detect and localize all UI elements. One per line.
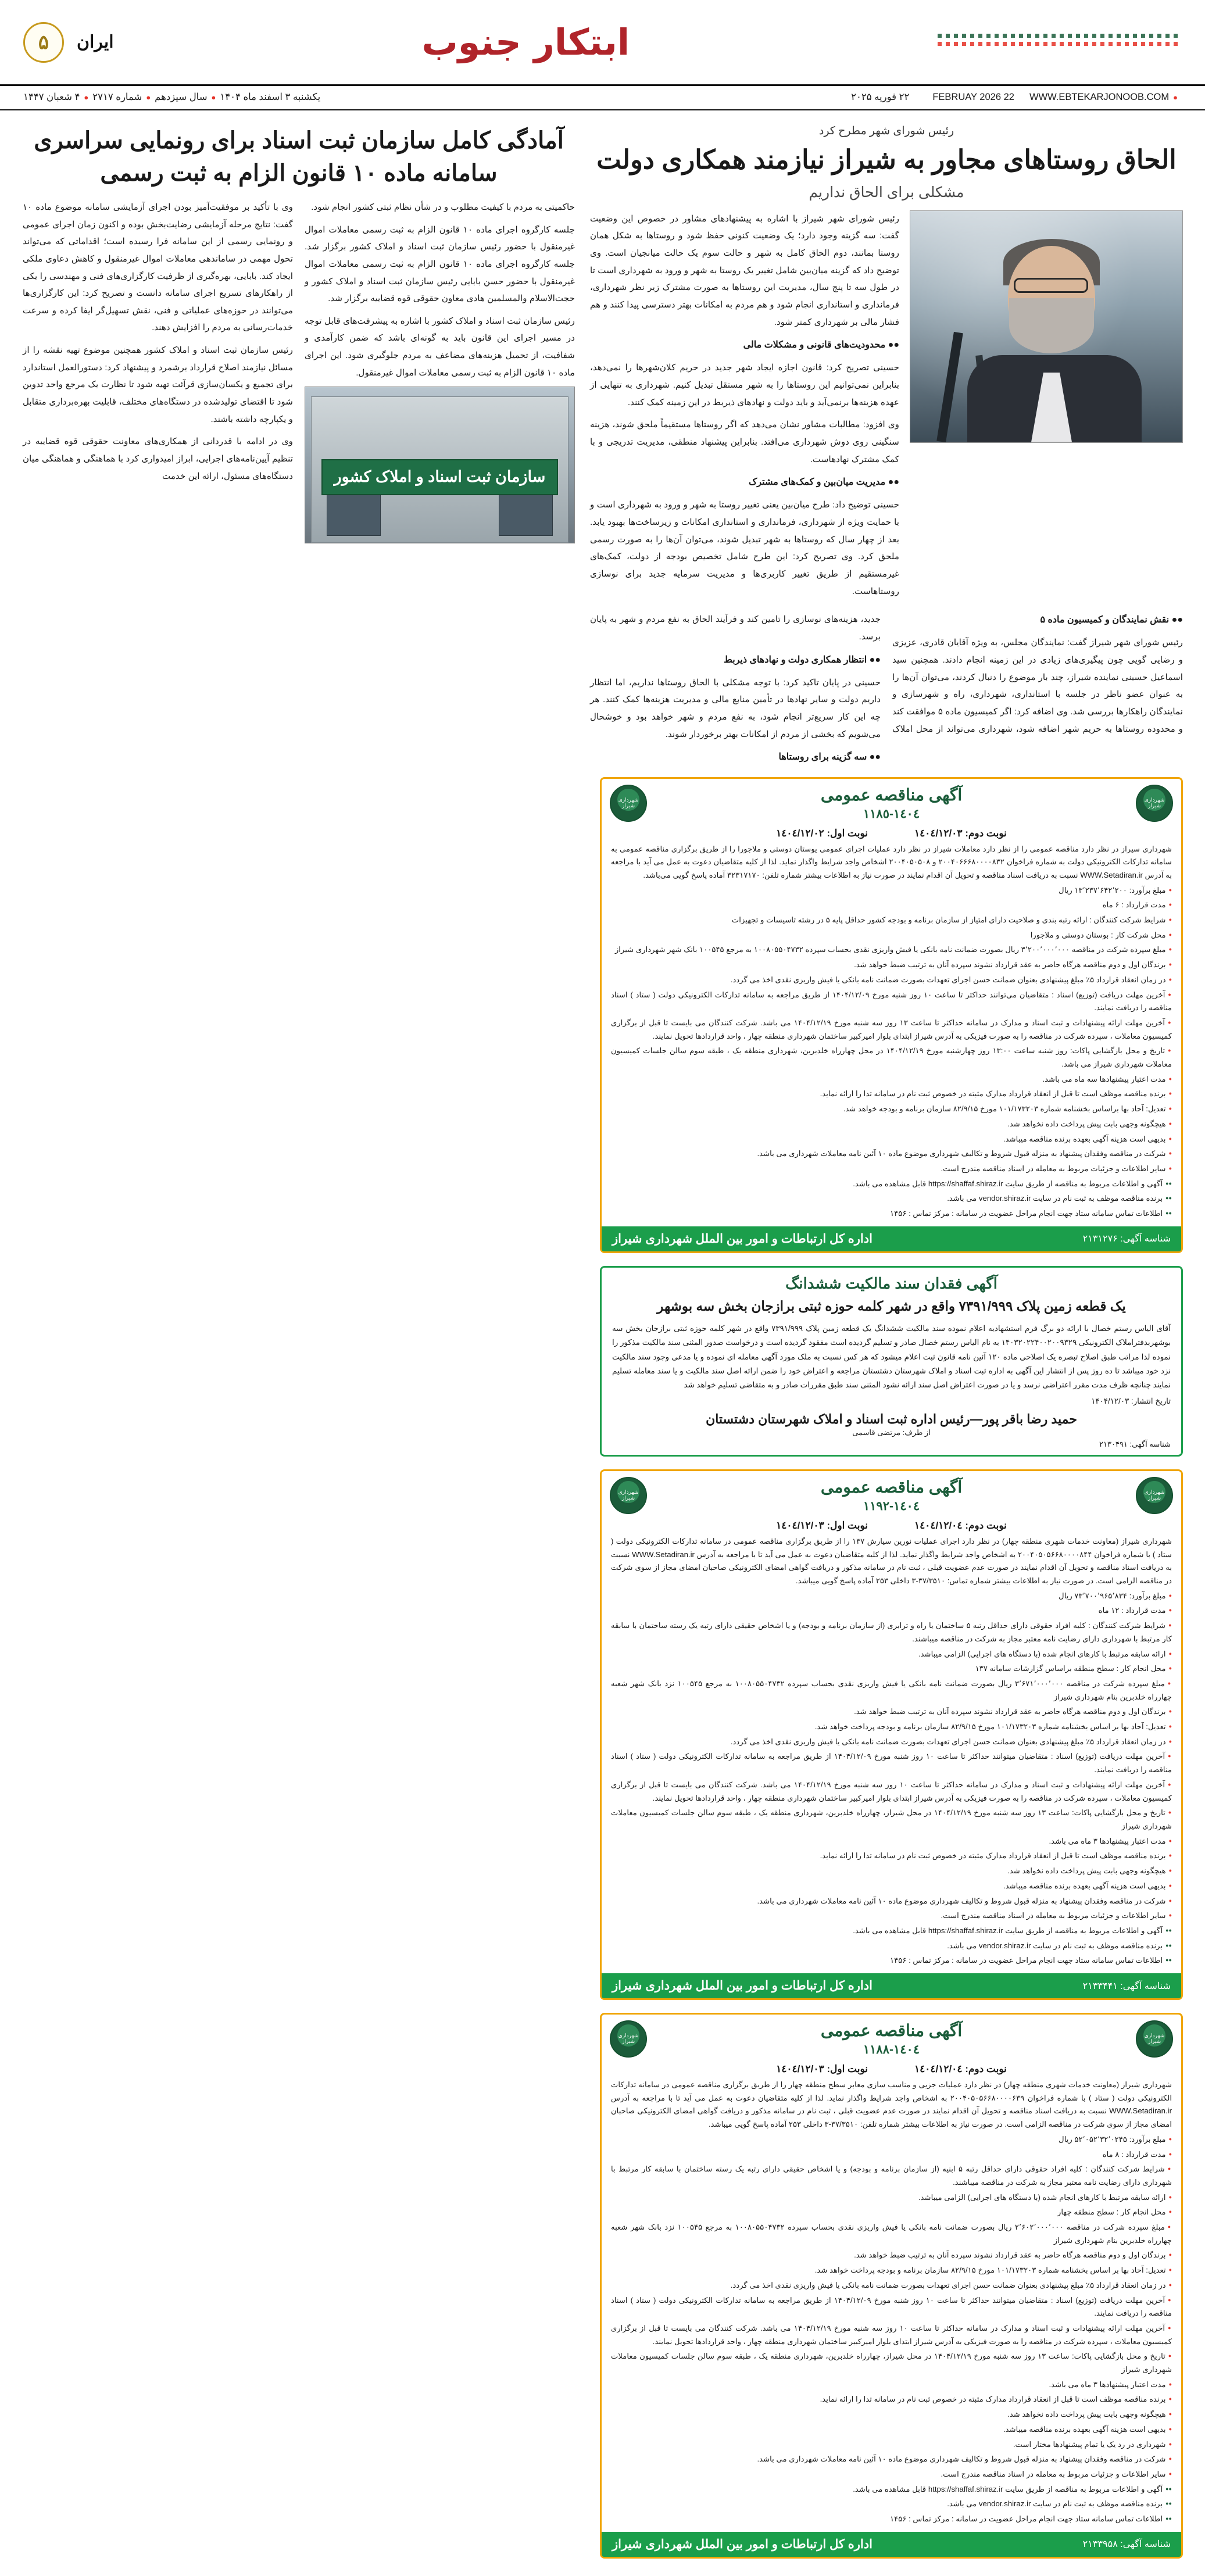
tender-bullet: ● آخرین مهلت دریافت (توزیع) اسناد : متقاضیان می‌توانند حداکثر تا ساعت ۱۰ روز شنبه مورخ ۱۴۰۴/۱۲/۰۹ از طریق مراجعه به سامانه تدارکات الکترونیکی دولت ( ستاد ) اسناد مناقصه را دریافت نمایند. (611, 989, 1172, 1015)
bullet-icon: ● (1173, 92, 1178, 102)
datebar-left (851, 91, 1182, 103)
tender-bullet: ● مدت قرارداد : ۱۲ ماه (611, 1604, 1172, 1618)
tender-bullet: ● شرکت در مناقصه وفقدان پیشنهاد به منزله قبول شروط و تکالیف شهرداری موضوع ماده ۱۰ آئین نامه معاملات شهرداری می باشد. (611, 1895, 1172, 1908)
tender-bullet: ● تعدیل: آحاد بها براساس بخشنامه شماره ۱۰۱/۱۷۳۲۰۳ مورخ ۸۲/۹/۱۵ سازمان برنامه و بودجه خواهد شد. (611, 1103, 1172, 1116)
tender-title: آگهی مناقصه عمومی (820, 1477, 963, 1496)
lead-subhead-2: ●● مدیریت میان‌بین و کمک‌های مشترک (748, 477, 899, 488)
secondary-paragraph: رئیس سازمان ثبت اسناد و املاک کشور همچنین موضوع تهیه نقشه را از مسائل نیازمند اصلاح قرارداد برشمرد و پیشنهاد کرد: دستورالعمل استاندارد برای تجمیع و یکسان‌سازی قرآئت تهیه شود تا نظارت یک مرجع واحد تدوین شود تا اقتضای تولیدشده در دستگاه‌های مختلف، قابلیت بهره‌برداری متقابل و یکپارچه داشته باشند. (23, 345, 293, 424)
tender-footer (602, 1226, 1181, 1251)
tender-bullet: ● در زمان انعقاد قرارداد ۵٪ مبلغ پیشنهادی بعنوان ضمانت حسن اجرای تعهدات بصورت ضمانت نامه بانکی یا فیش واریزی نقدی اخذ می گردد. (611, 974, 1172, 987)
tender-header (602, 2015, 1181, 2059)
lead-paragraph: وی افزود: مطالبات مشاور نشان می‌دهد که اگر روستاها مستقیماً ملحق شوند، هزینه سنگینی روی دوش شهرداری می‌افتد. بنابراین پیشنهاد منطقی، مدیریت تدریجی و با کمک مشترک نهادهاست. (590, 420, 899, 464)
tender-bullet: ● مدت اعتبار پیشنهادها ۳ ماه می باشد. (611, 2378, 1172, 2392)
lead-text-column-2 (590, 611, 1183, 766)
lead-text-column-1 (590, 210, 899, 606)
tender-date2-label: نوبت دوم: (965, 2063, 1007, 2075)
masthead-logo (114, 20, 938, 63)
secondary-headline: آمادگی کامل سازمان ثبت اسناد برای رونمایی سراسری سامانه ماده ۱۰ قانون الزام به ثبت رسمی (34, 128, 564, 186)
tender-bullet: ● شرایط شرکت کنندگان : ارائه رتبه بندی و صلاحیت دارای امتیاز از سازمان برنامه و بودجه کشور حداقل پایه ۵ در رشته تاسیسات و تجهیزات (611, 914, 1172, 927)
tender-code: شناسه آگهی: ۲۱۳۳۹۵۸ (1082, 2539, 1171, 2550)
tender-bullet: ● مبلغ برآورد: ۵۲٬۰۵۲٬۳۲٬۰۲۴۵ ریال (611, 2133, 1172, 2146)
section-title: ایران (77, 33, 114, 52)
tender-bullet: ● سایر اطلاعات و جزئیات مربوط به معامله در اسناد مناقصه مندرج است. (611, 1909, 1172, 1923)
tender-notice-1185 (600, 777, 1183, 1253)
tender-bullet: ● بدیهی است هزینه آگهی بعهده برنده مناقصه میباشد. (611, 1133, 1172, 1146)
tender-bullet: ● آخرین مهلت دریافت (توزیع) اسناد : متقاضیان میتوانند حداکثر تا ساعت ۱۰ روز شنبه مورخ ۱۴۰۴/۱۲/۰۹ از طریق مراجعه به سامانه تدارکات الکترونیکی دولت ( ستاد ) اسناد مناقصه را دریافت نمایند. (611, 1750, 1172, 1776)
tender-bullet[interactable]: ●● آگهی و اطلاعات مربوط به مناقصه از طریق سایت https://shaffaf.shiraz.ir قابل مشاهده می باشد. (611, 1178, 1172, 1191)
tender-bullet: ● آخرین مهلت ارائه پیشنهادات و ثبت اسناد و مدارک در سامانه حداکثر تا ساعت ۱۰ روز سه شنبه مورخ ۱۴۰۴/۱۲/۱۹ می باشد. شرکت کنندگان می بایست تا قبل از برگزاری کمیسیون معاملات ، سپرده شرکت در مناقصه را به صورت فیزیکی به آدرس شیراز ابتدای بلوار امیرکبیر ساختمان شهرداری منطقه چهار ، واحد قراردادها تحویل نمایند. (611, 1779, 1172, 1805)
secondary-paragraph: وی در ادامه با قدردانی از همکاری‌های معاونت حقوقی قوه قضاییه در تنظیم آیین‌نامه‌های اجرایی، ابراز امیدواری کرد با هماهنگی و هماهنگی میان دستگاه‌های مسئول، ارائه این خدمت (23, 437, 293, 481)
tender-bullet: ●● اطلاعات تماس سامانه ستاد جهت انجام مراحل عضویت در سامانه : مرکز تماس : ۱۴۵۶ (611, 1207, 1172, 1221)
tender-dates (602, 2063, 1181, 2075)
tender-intro: شهرداری سیراز در نظر دارد مناقصه عمومی را از نظر دارد معاملات شیراز در نظر دارد عملیات اجرای عمومی یوستان دوستی و ملاجورا را از طریق برگزاری مناقصه عمومی به سامانه تدارکات الکترونیکی دولت به شماره فراخوان ۲۰۰۴۰۶۶۶۸۰۰۰۰۸۳۲ و ۲۰۰۴۰۵۰۵۰۸ اشخاص واجد شرایط واگذار نماید. لذا از کلیه متقاضیان دعوت به عمل می آید با مراجعه به آدرس WWW.Setadiran.ir نسبت به دریافت اسناد مناقصه و تحویل آن اقدام نمایند در صورت نیاز به اطلاعات بیشتر شماره تلفن: ۳۲۳۱۷۱۷۰ آماده پاسخ گویی می‌باشد. (611, 844, 1172, 879)
bullet-icon: ● (146, 92, 151, 102)
tender-bullet: ● مدت قرارداد : ۶ ماه (611, 899, 1172, 912)
tender-date2-label: نوبت دوم: (965, 827, 1007, 839)
tender-title: آگهی مناقصه عمومی (820, 785, 963, 804)
datebar-right (23, 91, 320, 103)
notices-area (0, 767, 1205, 2576)
tender-date1-label: نوبت اول: (827, 2063, 868, 2075)
tender-code: شناسه آگهی: ۲۱۳۱۲۷۶ (1082, 1234, 1171, 1244)
tender-issuer: اداره کل ارتباطات و امور بین الملل شهرداری شیراز (612, 1232, 873, 1246)
lead-paragraph: حسینی تصریح کرد: قانون اجازه ایجاد شهر جدید در حریم کلان‌شهرها را نمی‌دهد، بنابراین نمی‌توانیم این روستاها را به شهر مستقل تبدیل کنیم. شهرداری به تنهایی از عهده هزینه‌ها برنمی‌آید و باید دولت و نهادهای ذیربط در این زمینه کمک کنند. (590, 363, 899, 407)
tender-bullet: ● محل انجام کار : سطح منطقه چهار (611, 2206, 1172, 2219)
tender-date1-label: نوبت اول: (827, 1519, 868, 1531)
tender-bullet: ● برندگان اول و دوم مناقصه هرگاه حاضر به عقد قرارداد نشوند سپرده آنان به ترتیب ضبط خواهد شد. (611, 2249, 1172, 2262)
secondary-text (23, 199, 575, 543)
municipality-crest-icon: شهرداری شیراز (1136, 1477, 1173, 1514)
municipality-crest-icon: شهرداری شیراز (1136, 2020, 1173, 2058)
tender-bullet: ● برنده مناقصه موظف است تا قبل از انعقاد قرارداد مدارک مثبته در خصوص ثبت نام در سامانه تدا را ارائه نماید. (611, 1087, 1172, 1101)
tender-bullet[interactable]: ●● برنده مناقصه موظف به ثبت نام در سایت vendor.shiraz.ir می باشد. (611, 1192, 1172, 1205)
lead-footnote: ●● سه گزینه برای روستاها (778, 752, 881, 763)
tender-number: ١٤٠٤-١١٨٥ (863, 807, 920, 821)
tender-issuer: اداره کل ارتباطات و امور بین الملل شهرداری شیراز (612, 1979, 873, 1993)
tender-bullet: ● شرایط شرکت کنندگان : کلیه افراد حقوقی دارای حداقل رتبه ۵ ابنیه (از سازمان برنامه و بودجه) و یا اشخاص حقیقی دارای رتبه یک رسته ساختمان با سابقه کار مرتبط با شهرداری دارای رضایت نامه معتبر مجاز به شرکت در مناقصه میباشند. (611, 2163, 1172, 2189)
tender-bullet: ● آخرین مهلت ارائه پیشنهادات و ثبت اسناد و مدارک در سامانه حداکثر تا ساعت ۱۰ روز سه شنبه مورخ ۱۴۰۴/۱۲/۱۹ می باشد. شرکت کنندگان می بایست تا قبل از برگزاری کمیسیون معاملات ، سپرده شرکت در مناقصه را به صورت فیزیکی به آدرس شیراز ابتدای بلوار امیرکبیر ساختمان شهرداری منطقه چهار ، واحد قراردادها تحویل نمایند. (611, 2322, 1172, 2348)
tender-bullet: ● تاریخ و محل بازگشایی پاکات: ساعت ۱۳ روز سه شنبه مورخ ۱۴۰۴/۱۲/۱۹ در محل شیراز، چهارراه خلدبرین، شهرداری منطقه یک ، طبقه سوم سالن جلسات کمیسیون معاملات شهرداری شیراز (611, 2350, 1172, 2376)
municipality-crest-icon: شهرداری شیراز (1136, 785, 1173, 822)
lead-paragraph: رئیس شورای شهر شیراز با اشاره به پیشنهادهای مشاور در خصوص این وضعیت گفت: سه گزینه وجود دارد؛ یک وضعیت کنونی حفظ شود و روستاها به شکل همان روستا بمانند، دوم الحاق کامل به شهر و حالت سوم یک حالت میانجیان است. وی توضیح داد که گزینه میان‌بین شامل تغییر یک روستا به شهر و ورود به شهرداری است تا در طول سه تا پنج سال، مدیریت این روستاها به صورت مشترک زیر نظر شهرداری، فرمانداری و استانداری انجام شود و هم مردم به امکانات بهتر دسترسی پیدا کنند و هم فشار مالی بر شهرداری کمتر شود. (590, 213, 899, 327)
lead-article (590, 124, 1183, 767)
municipality-crest-icon: شهرداری شیراز (610, 1477, 647, 1514)
publication-year: سال سیزدهم (155, 92, 208, 102)
page-number-badge: ۵ (23, 22, 64, 63)
tender-bullet: ● بدیهی است هزینه آگهی بعهده برنده مناقصه میباشد. (611, 2423, 1172, 2437)
tender-bullet: ● آخرین مهلت دریافت (توزیع) اسناد : متقاضیان میتوانند حداکثر تا ساعت ۱۰ روز شنبه مورخ ۱۴۰۴/۱۲/۰۹ از طریق مراجعه به سامانه تدارکات الکترونیکی دولت ( ستاد ) اسناد مناقصه را دریافت نمایند. (611, 2294, 1172, 2320)
deed-by: از طرف: مرتضی قاسمی (852, 1427, 931, 1437)
masthead-right (23, 22, 114, 63)
newspaper-title: ابتكار جنوب (421, 20, 630, 63)
main-content (0, 110, 1205, 767)
tender-bullet: ● برنده مناقصه موظف است تا قبل از انعقاد قرارداد مدارک مثبته در خصوص ثبت نام در سامانه تدا را ارائه نماید. (611, 1849, 1172, 1863)
tender-body (602, 2078, 1181, 2526)
tender-bullet[interactable]: ●● برنده مناقصه موظف به ثبت نام در سایت vendor.shiraz.ir می باشد. (611, 2498, 1172, 2511)
tender-date1: ١٤٠٤/١٢/٠٣ (776, 2063, 824, 2075)
lead-paragraph: حسینی در پایان تاکید کرد: با توجه مشکلی با الحاق روستاها نداریم، اما انتظار داریم دولت و سایر نهادها در تأمین منابع مالی و مدیریت هزینه‌ها کمک کنند. هر چه این کار سریع‌تر انجام شود، به نفع مردم و شهر خواهد بود و خوشحال می‌شویم که بخشی از مردم از امکانات بهتر برخوردار شوند. (590, 677, 881, 739)
tender-date2: ١٤٠٤/١٢/٠٣ (914, 827, 963, 839)
tender-dates (602, 1520, 1181, 1532)
tender-bullet: ● مبلغ برآورد: ۷۳٬۷۰۰٬۹۶۵٬۸۳۴ ریال (611, 1590, 1172, 1603)
tender-header (602, 779, 1181, 823)
masthead (0, 0, 1205, 86)
tender-notice-1188 (600, 2013, 1183, 2559)
deed-signature: حمید رضا باقر پور—رئیس اداره ثبت اسناد و املاک شهرستان دشتستان (706, 1411, 1077, 1426)
bullet-icon: ● (84, 92, 89, 102)
lead-subhead: مشکلی برای الحاق نداریم (809, 184, 964, 201)
tender-bullet: ●● اطلاعات تماس سامانه ستاد جهت انجام مراحل عضویت در سامانه : مرکز تماس : ۱۴۵۶ (611, 2513, 1172, 2526)
tender-notice-1192 (600, 1469, 1183, 2000)
tender-date2-label: نوبت دوم: (965, 1519, 1007, 1531)
tender-bullet: ● در زمان انعقاد قرارداد ۵٪ مبلغ پیشنهادی بعنوان ضمانت حسن اجرای تعهدات بصورت ضمانت نامه بانکی یا فیش واریزی نقدی اخذ می گردد. (611, 1736, 1172, 1749)
tender-bullet: ●● اطلاعات تماس سامانه ستاد جهت انجام مراحل عضویت در سامانه : مرکز تماس : ۱۴۵۶ (611, 1954, 1172, 1967)
tender-number: ١٤٠٤-١١٨٨ (863, 2043, 920, 2057)
tender-bullet: ● شهرداری در رد یک یا تمام پیشنهادها مختار است. (611, 2438, 1172, 2452)
lead-subhead-1: ●● محدودیت‌های قانونی و مشکلات مالی (743, 340, 899, 350)
lead-photo (910, 210, 1183, 443)
tender-bullet[interactable]: ●● آگهی و اطلاعات مربوط به مناقصه از طریق سایت https://shaffaf.shiraz.ir قابل مشاهده می باشد. (611, 2483, 1172, 2496)
tender-bullet: ● تاریخ و محل بازگشایی پاکات: روز شنبه ساعت ۱۳:۰۰ روز چهارشنبه مورخ ۱۴۰۴/۱۲/۱۹ در محل چهارراه خلدبرین، شهرداری منطقه یک ، طبقه سوم سالن جلسات کمیسیون معاملات شهرداری شیراز می باشد. (611, 1044, 1172, 1071)
secondary-paragraph: جلسه کارگروه اجرای ماده ۱۰ قانون الزام به ثبت رسمی معاملات اموال غیرمنقول با حضور رئیس سازمان ثبت اسناد و املاک کشور برگزار شد. جلسه کارگروه اجرای ماده ۱۰ قانون الزام به ثبت رسمی معاملات اموال غیرمنقول با حضور حسن بابایی رئیس سازمان ثبت اسناد و املاک کشور و حجت‌الاسلام والمسلمین هادی معاون حقوقی قوه قضاییه برگزار شد. (305, 224, 575, 304)
tender-date2: ١٤٠٤/١٢/٠٤ (914, 2063, 963, 2075)
website-url[interactable]: WWW.EBTEKARJONOOB.COM (1029, 91, 1170, 102)
tender-bullet: ● شرایط شرکت کنندگان : کلیه افراد حقوقی دارای حداقل رتبه ۵ ساختمان یا راه و ترابری (از سازمان برنامه و بودجه) و یا اشخاص حقیقی دارای رتبه یک رسته ساختمان با سابقه کار مرتبط با شهرداری دارای رضایت نامه معتبر مجاز به شرکت در مناقصه میباشند. (611, 1619, 1172, 1645)
tender-intro: شهرداری شیراز (معاونت خدمات شهری منطقه چهار) در نظر دارد عملیات جزیی و مناسب سازی معابر سطح منطقه چهار را از طریق برگزاری مناقصه عمومی در سامانه تدارکات الکترونیکی دولت ( ستاد ) با شماره فراخوان ۲۰۰۴۰۵۰۵۶۶۸۰۰۰۰۶۳۹ به اشخاص واجد شرایط واگذار نماید. لذا از کلیه متقاضیان دعوت به عمل می آید تا با مراجعه به آدرس WWW.Setadiran.ir نسبت به دریافت اسناد مناقصه و تحویل آن اقدام نمایند در صورت عدم عضویت قبلی ، ثبت نام در سامانه مذکور و دریافت گواهی امضای الکترونیکی صاحبان امضای مجاز از سوی شرکت در مناقصه الزامی است. در صورت نیاز به اطلاعات بیشتر شماره تلفن: ۳۷/۳۵۱۰-۳ داخلی ۲۵۳ آماده پاسخ گویی میباشد. (611, 2080, 1172, 2129)
municipality-crest-icon: شهرداری شیراز (610, 2020, 647, 2058)
tender-body (602, 1535, 1181, 1967)
tender-bullet: ● سایر اطلاعات و جزئیات مربوط به معامله در اسناد مناقصه مندرج است. (611, 1162, 1172, 1176)
date-english: 22 FEBRUAY 2026 (932, 91, 1014, 102)
secondary-paragraph: وی با تأکید بر موفقیت‌آمیز بودن اجرای آزمایشی سامانه موضوع ماده ۱۰ گفت: نتایج مرحله آزمایشی رضایت‌بخش بوده و اکنون زمان اجرای عمومی و رونمایی رسمی از این سامانه فرا رسیده است؛ اقداماتی که می‌تواند تحول مهمی در ساماندهی معاملات اموال غیرمنقول و کاهش دعاوی ملکی ایجاد کند. بابایی، بهره‌گیری از ظرفیت کارگزاری‌های فنی و مهندسی را یکی از راهکارهای تسریع اجرای سامانه دانست و تصریح کرد: این کارگزاری‌ها می‌توانند در حوزه‌های عملیاتی و فنی، نقش تسهیل‌گر ایفا کرده و سرعت خدمات‌رسانی به مردم را افزایش دهند. (23, 202, 293, 333)
tender-bullet: ● مبلغ سپرده شرکت در مناقصه ۲٬۶۰۲٬۰۰۰٬۰۰۰ ریال بصورت ضمانت نامه بانکی یا فیش واریزی نقدی بحساب سپرده ۱۰۰۸۰۵۵۰۴۷۳۲ به مرجع ۱۰۰۵۴۵ نزد بانک شهر شعبه چهارراه خلدبرین بنام شهرداری شیراز (611, 2221, 1172, 2247)
tender-header (602, 1471, 1181, 1515)
tender-footer (602, 2532, 1181, 2557)
lead-paragraph: حسینی توضیح داد: طرح میان‌بین یعنی تغییر روستا به شهر و ورود به شهرداری است و با حمایت ویژه از شهرداری، فرمانداری و استانداری امکانات و زیرساخت‌ها بهبود یابد. بعد از چهار سال که روستاها به شهر تبدیل شوند، می‌توان آن‌ها را به صورت رسمی ملحق کرد. وی تصریح کرد: این طرح شامل تخصیص بودجه از دولت، کمک‌های غیرمستقیم از طریق تغییر کاربری‌ها و مدیریت سرمایه جدید برای نوسازی روستاهاست. (590, 500, 899, 596)
tender-bullet: ● تاریخ و محل بازگشایی پاکات: ساعت ۱۳ روز سه شنبه مورخ ۱۴۰۴/۱۲/۱۹ در محل شیراز، چهارراه خلدبرین، شهرداری منطقه یک ، طبقه سوم سالن جلسات کمیسیون معاملات شهرداری شیراز (611, 1806, 1172, 1833)
tender-bullet: ● مبلغ سپرده شرکت در مناقصه ۳٬۶۷۱٬۰۰۰٬۰۰۰ ریال بصورت ضمانت نامه بانکی یا فیش واریزی نقدی بحساب سپرده ۱۰۰۸۰۵۵۰۴۷۳۲ به مرجع ۱۰۰۵۴۵ نزد بانک شهر شعبه چهارراه خلدبرین بنام شهرداری شیراز (611, 1677, 1172, 1704)
lead-body (590, 210, 1183, 606)
tender-bullet: ● تعدیل: آحاد بها بر اساس بخشنامه شماره ۱۰۱/۱۷۳۲۰۳ مورخ ۸۲/۹/۱۵ سازمان برنامه و بودجه پرداخت خواهد شد. (611, 1720, 1172, 1734)
tender-bullet: ● محل شرکت کار : بوستان دوستی و ملاجورا (611, 929, 1172, 942)
tender-code: شناسه آگهی: ۲۱۳۳۴۴۱ (1082, 1981, 1171, 1991)
tender-bullet: ● برندگان اول و دوم مناقصه هرگاه حاضر به عقد قرارداد نشوند سپرده آنان به ترتیب ضبط خواهد شد. (611, 958, 1172, 972)
tender-bullet: ● برندگان اول و دوم مناقصه هرگاه حاضر به عقد قرارداد نشوند سپرده آنان به ترتیب ضبط خواهد شد. (611, 1705, 1172, 1719)
bullet-icon: ● (211, 92, 216, 102)
secondary-article (23, 124, 575, 767)
lead-subhead-3: ●● نقش نمایندگان و کمیسیون ماده ۵ (1040, 615, 1183, 625)
secondary-paragraph: رئیس سازمان ثبت اسناد و املاک کشور با اشاره به پیشرفت‌های قابل توجه در مسیر اجرای این قانون باید به گونه‌ای باشد که ضمن کارآمدی و شفافیت، از تحمیل هزینه‌های مضاعف به مردم جلوگیری شود. این اجرای ماده ۱۰ قانون الزام به ثبت رسمی معاملات اموال غیرمنقول. (305, 316, 575, 378)
photo-sign-text: سازمان ثبت اسناد و املاک کشور (321, 459, 558, 495)
tender-intro: شهرداری شیراز (معاونت خدمات شهری منطقه چهار) در نظر دارد اجرای عملیات نورین سیارش ۱۳۷ را از طریق برگزاری مناقصه عمومی در سامانه تدارکات الکترونیکی دولت ( ستاد ) با شماره فراخوان ۲۰۰۴۰۵۰۵۶۶۸۰۰۰۰۸۴۴ به اشخاص واجد شرایط واگذار نماید. لذا از کلیه متقاضیان دعوت به عمل می آید تا با مراجعه به آدرس WWW.Setadiran.ir نسبت به دریافت اسناد مناقصه و تحویل آن اقدام نمایند در صورت عدم عضویت قبلی ، ثبت نام در سامانه مذکور و دریافت گواهی امضای الکترونیکی صاحبان امضای مجاز از سوی شرکت در مناقصه الزامی است. در صورت نیاز به اطلاعات بیشتر شماره تماس: ۳۷/۳۵۱۰-۳ داخلی ۲۵۳ آماده پاسخ گویی میباشد. (611, 1536, 1172, 1586)
lead-subhead-4: ●● انتظار همکاری دولت و نهادهای ذیربط (724, 654, 881, 665)
tender-bullet: ● مدت قرارداد : ۸ ماه (611, 2148, 1172, 2162)
issue-number: شماره ۲۷۱۷ (92, 92, 142, 102)
tender-number: ١٤٠٤-١١٩٢ (863, 1499, 920, 1513)
decorative-pattern (938, 29, 1182, 56)
deed-title: آگهی فقدان سند مالکیت ششدانگ (785, 1274, 997, 1292)
tender-bullet: ● تعدیل: آحاد بها بر اساس بخشنامه شماره ۱۰۱/۱۷۳۲۰۳ مورخ ۸۲/۹/۱۵ سازمان برنامه و بودجه پرداخت خواهد شد. (611, 2264, 1172, 2277)
tender-title: آگهی مناقصه عمومی (820, 2022, 963, 2040)
lead-kicker: رئیس شورای شهر مطرح کرد (818, 125, 954, 137)
tender-bullet: ● آخرین مهلت ارائه پیشنهادات و ثبت اسناد و مدارک در سامانه حداکثر تا ساعت ۱۳ روز سه شنبه مورخ ۱۴۰۴/۱۲/۱۹ می باشد. شرکت کنندگان می بایست تا قبل از برگزاری کمیسیون معاملات ، سپرده شرکت در مناقصه را به صورت فیزیکی به آدرس شیراز ابتدای بلوار امیرکبیر ساختمان شهرداری منطقه چهار ، واحد قراردادها تحویل نمایند. (611, 1017, 1172, 1043)
tender-date2: ١٤٠٤/١٢/٠٤ (914, 1519, 963, 1531)
tender-footer (602, 1973, 1181, 1998)
lead-headline: الحاق روستاهای مجاور به شیراز نیازمند همکاری دولت (596, 145, 1177, 174)
tender-bullet: ● مدت اعتبار پیشنهادها سه ماه می باشد. (611, 1073, 1172, 1086)
tender-bullet: ● شرکت در مناقصه وفقدان پیشنهاد به منزله قبول شروط و تکالیف شهرداری موضوع ماده ۱۰ آئین نامه معاملات شهرداری می باشد. (611, 1147, 1172, 1161)
tender-bullet: ● شرکت در مناقصه وفقدان پیشنهاد به منزله قبول شروط و تکالیف شهرداری موضوع ماده ۱۰ آئین نامه معاملات شهرداری می باشد. (611, 2453, 1172, 2466)
registration-office-photo (305, 387, 575, 543)
tender-bullet: ● هیچگونه وجهی بابت پیش پرداخت داده نخواهد شد. (611, 1865, 1172, 1878)
tender-bullet: ● برنده مناقصه موظف است تا قبل از انعقاد قرارداد مدارک مثبته در خصوص ثبت نام در سامانه تدا را ارائه نماید. (611, 2393, 1172, 2406)
date-persian: یکشنبه ۳ اسفند ماه ۱۴۰۴ (220, 92, 321, 102)
tender-bullet: ● هیچگونه وجهی بابت پیش پرداخت داده نخواهد شد. (611, 2408, 1172, 2421)
tender-bullet: ● سایر اطلاعات و جزئیات مربوط به معامله در اسناد مناقصه مندرج است. (611, 2468, 1172, 2481)
municipality-crest-icon: شهرداری شیراز (610, 785, 647, 822)
tender-bullet: ● در زمان انعقاد قرارداد ۵٪ مبلغ پیشنهادی بعنوان ضمانت حسن اجرای تعهدات بصورت ضمانت نامه بانکی یا فیش واریزی نقدی اخذ می گردد. (611, 2279, 1172, 2292)
tender-bullet: ● ارائه سابقه مرتبط با کارهای انجام شده (با دستگاه های اجرایی) الزامی میباشد. (611, 2191, 1172, 2205)
tender-date1: ١٤٠٤/١٢/٠٣ (776, 1519, 824, 1531)
deed-code: شناسه آگهی: ۲۱۳۰۴۹۱ (1099, 1439, 1171, 1448)
tender-bullet: ● محل انجام کار : سطح منطقه براساس گزارشات سامانه ۱۳۷ (611, 1662, 1172, 1676)
deed-publish-date: تاریخ انتشار: ۱۴۰۴/۱۲/۰۳ (1091, 1396, 1171, 1405)
tender-body (602, 843, 1181, 1221)
tender-bullet[interactable]: ●● برنده مناقصه موظف به ثبت نام در سایت vendor.shiraz.ir می باشد. (611, 1940, 1172, 1953)
lead-paragraph: رئیس شورای شهر شیراز گفت: نمایندگان مجلس، به ویژه آقایان قادری، عزیزی و رضایی گویی چون پیگیری‌های زیادی در این زمینه انجام دادند. همچنین سید اسماعیل حسینی نماینده شیراز، چند بار موضوع را دنبال کردند، می‌توان آن‌ها را به عنوان عضو ناظر در جلسه با استانداری، شهرداری، راه و شهرسازی و نمایندگان راهکارها بررسی شد. وی اضافه کرد: اگر کمیسیون ماده ۵ موافقت کند و محدوده روستاها به حریم شهر اضافه شود، شهرداری می‌تواند از محل املاک جدید، هزینه‌های نوسازی را تامین کند و فرآیند الحاق به نفع مردم و شهر به پایان برسد. (590, 614, 1183, 734)
tender-bullet[interactable]: ●● آگهی و اطلاعات مربوط به مناقصه از طریق سایت https://shaffaf.shiraz.ir قابل مشاهده می باشد. (611, 1924, 1172, 1938)
tender-bullet: ● ارائه سابقه مرتبط با کارهای انجام شده (با دستگاه های اجرایی) الزامی میباشد. (611, 1648, 1172, 1661)
deed-body: آقای الیاس رستم خصال با ارائه دو برگ فرم استشهادیه اعلام نموده سند مالکیت ششدانگ یک قطعه زمین پلاک ۷۳۹۱/۹۹۹ واقع در شهر کلمه حوزه ثبتی برازجان بخش سه بوشهربدفتراملاک الکترونیکی ۱۴۰۳۲۰۲۲۴۰۰۲۰۰۹۳۲۹ به نام الیاس رستم خصال صادر و تسلیم گردیده است مفقود گردیده است و درخواست صدور المثنی سند مالکیت مذکور را نموده لذا مراتب طبق اصلاح تبصره یک اصلاحی ماده ۱۲۰ آئین نامه قانون ثبت اعلام میشود که هر کس نسبت به ملک مورد آگهی معامله ای نموده و یا مدعی وجود سند مالکیت نزد خود میباشد تا ده روز پس از انتشار این آگهی به اداره ثبت اسناد و املاک شهرستان دشتستان مراجعه و اعتراض خود را ضمن ارائه اصل سند مالکیت و یا سند معامله تسلیم نمایند چنانچه ظرف مدت مقرر اعتراضی نرسد و یا در صورت اعتراض اصل سند ارائه نشود المثنی سند طبق مقررات صادر و به متقاضی تسلیم خواهد شد (612, 1324, 1171, 1389)
tender-issuer: اداره کل ارتباطات و امور بین الملل شهرداری شیراز (612, 2537, 873, 2551)
tender-bullet: ● مدت اعتبار پیشنهادها ۳ ماه می باشد. (611, 1835, 1172, 1848)
deed-loss-notice (600, 1266, 1183, 1457)
tender-bullet: ● مبلغ برآورد: ۱۳٬۲۳۷٬۶۴۲٬۲۰۰ ریال (611, 884, 1172, 897)
tender-date1-label: نوبت اول: (827, 827, 868, 839)
tender-bullet: ● هیچگونه وجهی بابت پیش پرداخت داده نخواهد شد. (611, 1118, 1172, 1131)
secondary-paragraph: حاکمیتی به مردم با کیفیت مطلوب و در شأن نظام ثبتی کشور انجام شود. (311, 202, 575, 212)
tender-date1: ١٤٠٤/١٢/٠٢ (776, 827, 824, 839)
date-persian-short: ۲۲ فوریه ۲۰۲۵ (851, 92, 910, 102)
date-bar (0, 86, 1205, 110)
date-hijri: ۴ شعبان ۱۴۴۷ (23, 92, 80, 102)
tender-bullet: ● بدیهی است هزینه آگهی بعهده برنده مناقصه میباشد. (611, 1880, 1172, 1893)
tender-bullet: ● مبلغ سپرده شرکت در مناقصه ۳٬۲۰۰٬۰۰۰٬۰۰۰ ریال بصورت ضمانت نامه بانکی یا فیش واریزی نقدی بحساب سپرده ۱۰۰۸۰۵۵۰۴۷۳۲ به مرجع ۱۰۰۵۴۵ بانک شهر شهرداری شیراز (611, 943, 1172, 957)
tender-dates (602, 828, 1181, 839)
deed-subtitle: یک قطعه زمین پلاک ۷۳۹۱/۹۹۹ واقع در شهر کلمه حوزه ثبتی برازجان بخش سه بوشهر (657, 1298, 1126, 1314)
